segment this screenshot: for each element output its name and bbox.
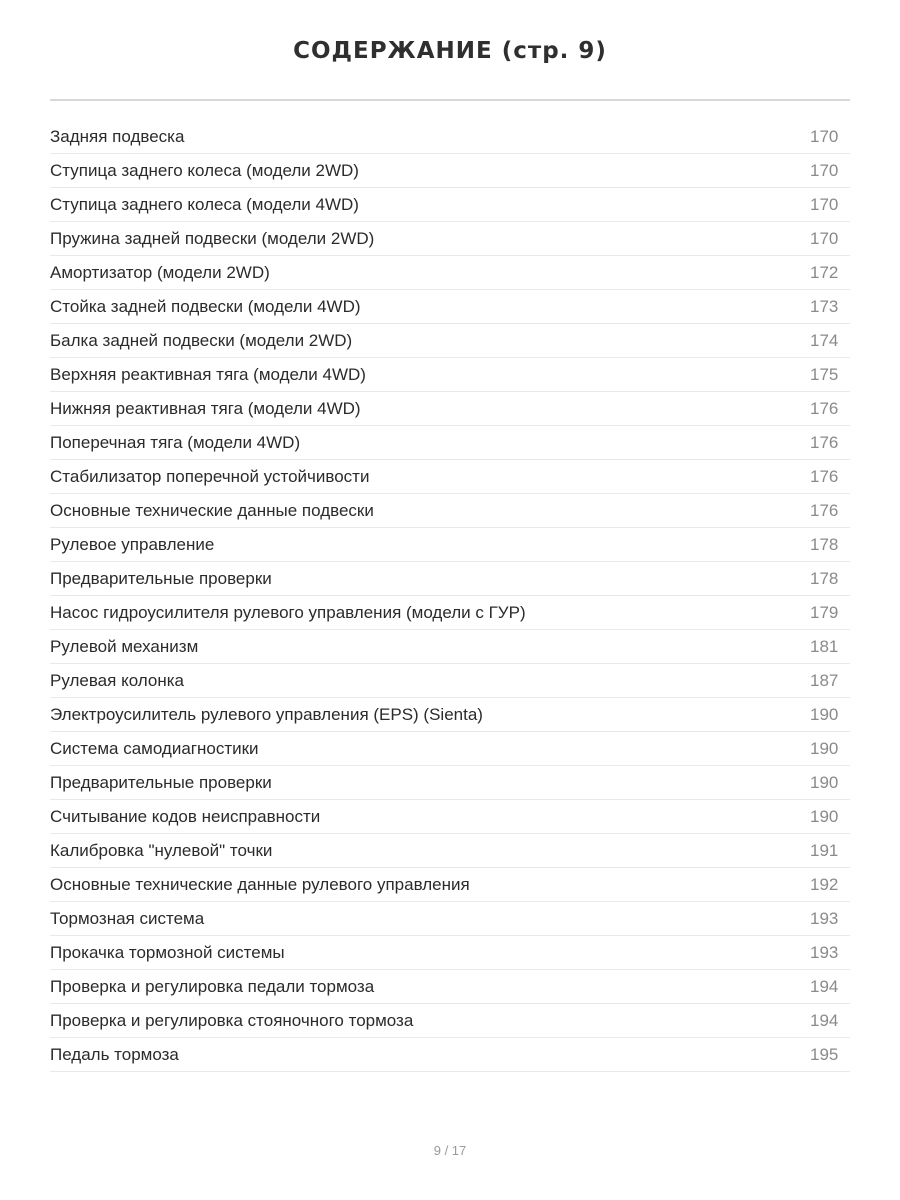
toc-entry-page-number: 190: [810, 738, 839, 758]
toc-entry-page-number: 170: [810, 194, 839, 214]
toc-entry[interactable]: [50, 426, 850, 460]
toc-entry-label: Стабилизатор поперечной устойчивости: [50, 466, 370, 486]
toc-entry-label: Рулевое управление: [50, 534, 215, 554]
toc-entry-label: Задняя подвеска: [50, 126, 185, 146]
toc-entry[interactable]: [50, 256, 850, 290]
toc-entry-page-number: 193: [810, 942, 839, 962]
toc-entry-page-number: 190: [810, 772, 839, 792]
toc-entry-label: Ступица заднего колеса (модели 4WD): [50, 194, 359, 214]
toc-entry[interactable]: [50, 936, 850, 970]
toc-entry-label: Стойка задней подвески (модели 4WD): [50, 296, 361, 316]
toc-entry-page-number: 194: [810, 976, 839, 996]
toc-entry[interactable]: [50, 698, 850, 732]
toc-entry-page-number: 192: [810, 874, 839, 894]
toc-entry[interactable]: [50, 562, 850, 596]
toc-entry-page-number: 181: [810, 636, 839, 656]
toc-entry[interactable]: [50, 970, 850, 1004]
toc-entry-page-number: 191: [810, 840, 839, 860]
toc-entry[interactable]: [50, 460, 850, 494]
toc-entry-page-number: 194: [810, 1010, 839, 1030]
toc-entry[interactable]: [50, 188, 850, 222]
toc-entry-page-number: 178: [810, 568, 839, 588]
toc-entry-label: Система самодиагностики: [50, 738, 259, 758]
toc-entry[interactable]: [50, 732, 850, 766]
toc-entry[interactable]: [50, 834, 850, 868]
toc-entry-label: Амортизатор (модели 2WD): [50, 262, 270, 282]
toc-entry-label: Считывание кодов неисправности: [50, 806, 321, 826]
toc-entry[interactable]: [50, 290, 850, 324]
table-of-contents: [50, 120, 850, 1072]
toc-entry-page-number: 170: [810, 228, 839, 248]
toc-entry[interactable]: [50, 902, 850, 936]
toc-entry-label: Балка задней подвески (модели 2WD): [50, 330, 353, 350]
toc-entry-label: Верхняя реактивная тяга (модели 4WD): [50, 364, 366, 384]
toc-entry-label: Педаль тормоза: [50, 1044, 179, 1064]
toc-entry-label: Предварительные проверки: [50, 772, 272, 792]
toc-entry[interactable]: [50, 358, 850, 392]
toc-entry-label: Нижняя реактивная тяга (модели 4WD): [50, 398, 361, 418]
toc-entry[interactable]: [50, 324, 850, 358]
title-divider: [50, 99, 850, 101]
toc-entry-page-number: 175: [810, 364, 839, 384]
toc-entry[interactable]: [50, 120, 850, 154]
toc-entry[interactable]: [50, 868, 850, 902]
toc-entry[interactable]: [50, 154, 850, 188]
toc-entry-label: Прокачка тормозной системы: [50, 942, 285, 962]
toc-entry[interactable]: [50, 766, 850, 800]
toc-entry[interactable]: [50, 528, 850, 562]
page-title: СОДЕРЖАНИЕ (стр. 9): [293, 38, 607, 64]
toc-entry[interactable]: [50, 392, 850, 426]
toc-entry[interactable]: [50, 596, 850, 630]
toc-entry[interactable]: [50, 222, 850, 256]
toc-entry-label: Электроусилитель рулевого управления (EPS) (Sienta): [50, 704, 483, 724]
toc-entry-page-number: 173: [810, 296, 839, 316]
toc-entry[interactable]: [50, 494, 850, 528]
toc-entry[interactable]: [50, 1038, 850, 1072]
toc-entry-page-number: 170: [810, 126, 839, 146]
toc-entry-page-number: 187: [810, 670, 839, 690]
toc-entry-label: Предварительные проверки: [50, 568, 272, 588]
toc-entry-label: Основные технические данные рулевого управления: [50, 874, 470, 894]
toc-entry-label: Ступица заднего колеса (модели 2WD): [50, 160, 359, 180]
toc-entry-label: Калибровка "нулевой" точки: [50, 840, 273, 860]
toc-entry-page-number: 176: [810, 466, 839, 486]
toc-entry-page-number: 176: [810, 398, 839, 418]
toc-entry-label: Насос гидроусилителя рулевого управления (модели с ГУР): [50, 602, 526, 622]
toc-entry-label: Поперечная тяга (модели 4WD): [50, 432, 301, 452]
toc-entry-page-number: 195: [810, 1044, 839, 1064]
toc-entry[interactable]: [50, 664, 850, 698]
toc-entry[interactable]: [50, 800, 850, 834]
toc-entry[interactable]: [50, 1004, 850, 1038]
toc-entry-label: Рулевой механизм: [50, 636, 199, 656]
toc-entry-page-number: 172: [810, 262, 839, 282]
toc-entry-label: Рулевая колонка: [50, 670, 184, 690]
toc-entry-page-number: 178: [810, 534, 839, 554]
toc-entry-label: Проверка и регулировка педали тормоза: [50, 976, 375, 996]
toc-entry-page-number: 176: [810, 432, 839, 452]
toc-entry-label: Пружина задней подвески (модели 2WD): [50, 228, 375, 248]
toc-entry-page-number: 170: [810, 160, 839, 180]
toc-entry-page-number: 179: [810, 602, 839, 622]
toc-entry[interactable]: [50, 630, 850, 664]
toc-entry-label: Основные технические данные подвески: [50, 500, 374, 520]
toc-entry-page-number: 174: [810, 330, 839, 350]
toc-entry-page-number: 190: [810, 806, 839, 826]
toc-entry-page-number: 193: [810, 908, 839, 928]
page-indicator: 9 / 17: [433, 1143, 467, 1158]
toc-entry-page-number: 176: [810, 500, 839, 520]
toc-entry-label: Проверка и регулировка стояночного тормоза: [50, 1010, 414, 1030]
toc-entry-label: Тормозная система: [50, 908, 205, 928]
toc-entry-page-number: 190: [810, 704, 839, 724]
